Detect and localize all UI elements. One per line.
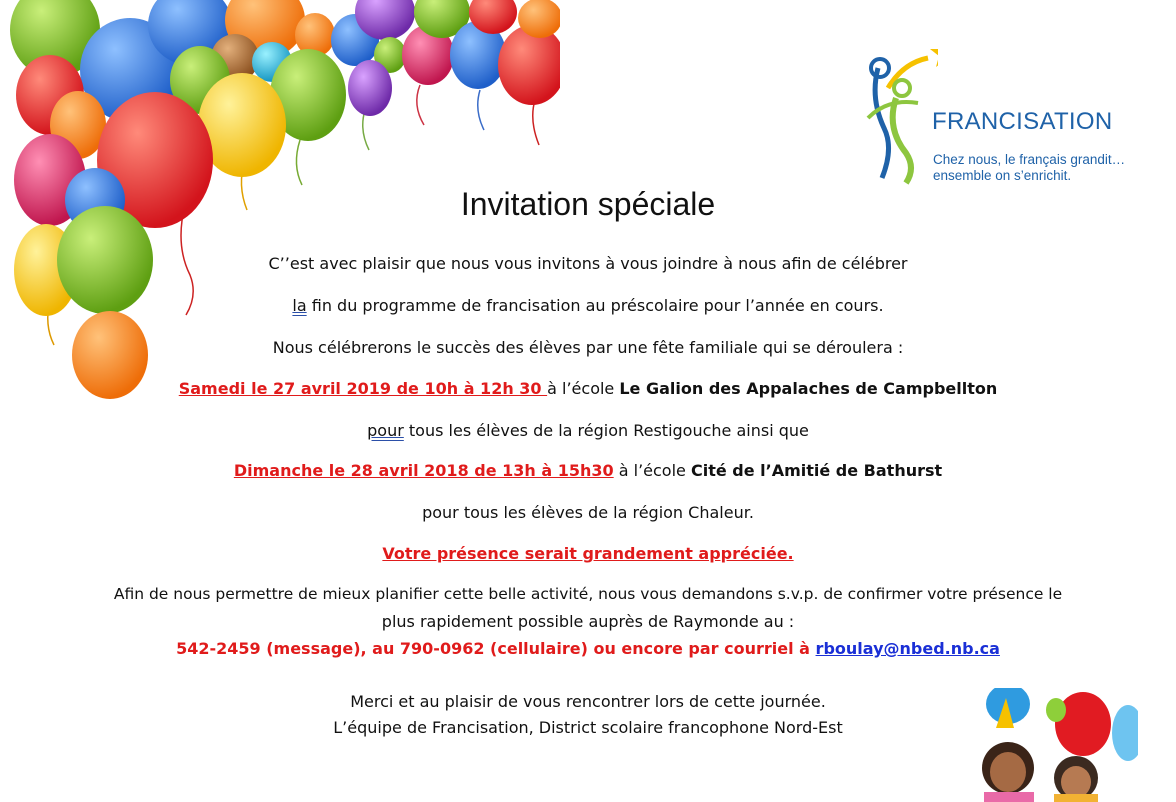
logo-name: FRANCISATION	[932, 108, 1113, 135]
confirm-line-2: plus rapidement possible auprès de Raymonde au :	[381, 612, 795, 631]
event-1-date: Samedi le 27 avril 2019 de 10h à 12h 30	[178, 379, 548, 398]
logo-tagline	[933, 152, 1125, 184]
event-2-region-line: pour tous les élèves de la région Chaleur.	[422, 503, 754, 522]
event-2-at: à l’école	[613, 461, 691, 480]
event-1-at: à l’école	[547, 379, 620, 398]
event-2-date: Dimanche le 28 avril 2018 de 13h à 15h30	[233, 461, 614, 480]
contact-phones: 542-2459 (message), au 790-0962 (cellulaire) ou encore par courriel à	[176, 639, 816, 658]
intro-line-1: C’’est avec plaisir que nous vous invitons à vous joindre à nous afin de célébrer	[268, 254, 908, 273]
event-1-line	[0, 379, 1176, 398]
intro-line-2	[0, 296, 1176, 315]
closing-line-1: Merci et au plaisir de vous rencontrer lors de cette journée.	[350, 692, 826, 711]
event-2-school: Cité de l’Amitié de Bathurst	[690, 461, 943, 480]
intro-line-2-rest: fin du programme de francisation au préscolaire pour l’année en cours.	[306, 296, 884, 315]
event-1-region: tous les élèves de la région Restigouche ainsi que	[403, 421, 809, 440]
logo-figures-icon	[858, 28, 938, 188]
presence-text: Votre présence serait grandement appréciée.	[382, 544, 794, 563]
contact-email-link[interactable]: rboulay@nbed.nb.ca	[815, 639, 1000, 658]
logo-tagline-line-1: Chez nous, le français grandit…	[933, 152, 1126, 167]
presence-line	[0, 544, 1176, 563]
logo-tagline-line-2: ensemble on s’enrichit.	[933, 168, 1072, 183]
page-title: Invitation spéciale	[460, 186, 716, 222]
event-1-pour: pour	[367, 421, 404, 440]
closing-line-2: L’équipe de Francisation, District scolaire francophone Nord-Est	[333, 718, 843, 737]
intro-article: la	[292, 296, 307, 315]
intro-line-3: Nous célébrerons le succès des élèves par une fête familiale qui se déroulera :	[272, 338, 904, 357]
contact-line	[0, 639, 1176, 658]
francisation-logo	[858, 28, 1148, 198]
event-1-school: Le Galion des Appalaches de Campbellton	[619, 379, 998, 398]
event-1-region-line	[0, 421, 1176, 440]
confirm-line-1: Afin de nous permettre de mieux planifier cette belle activité, nous vous demandons s.v.p. de confirmer votre présence le	[113, 585, 1063, 603]
event-2-line	[0, 461, 1176, 480]
party-kids-photo	[978, 688, 1138, 802]
